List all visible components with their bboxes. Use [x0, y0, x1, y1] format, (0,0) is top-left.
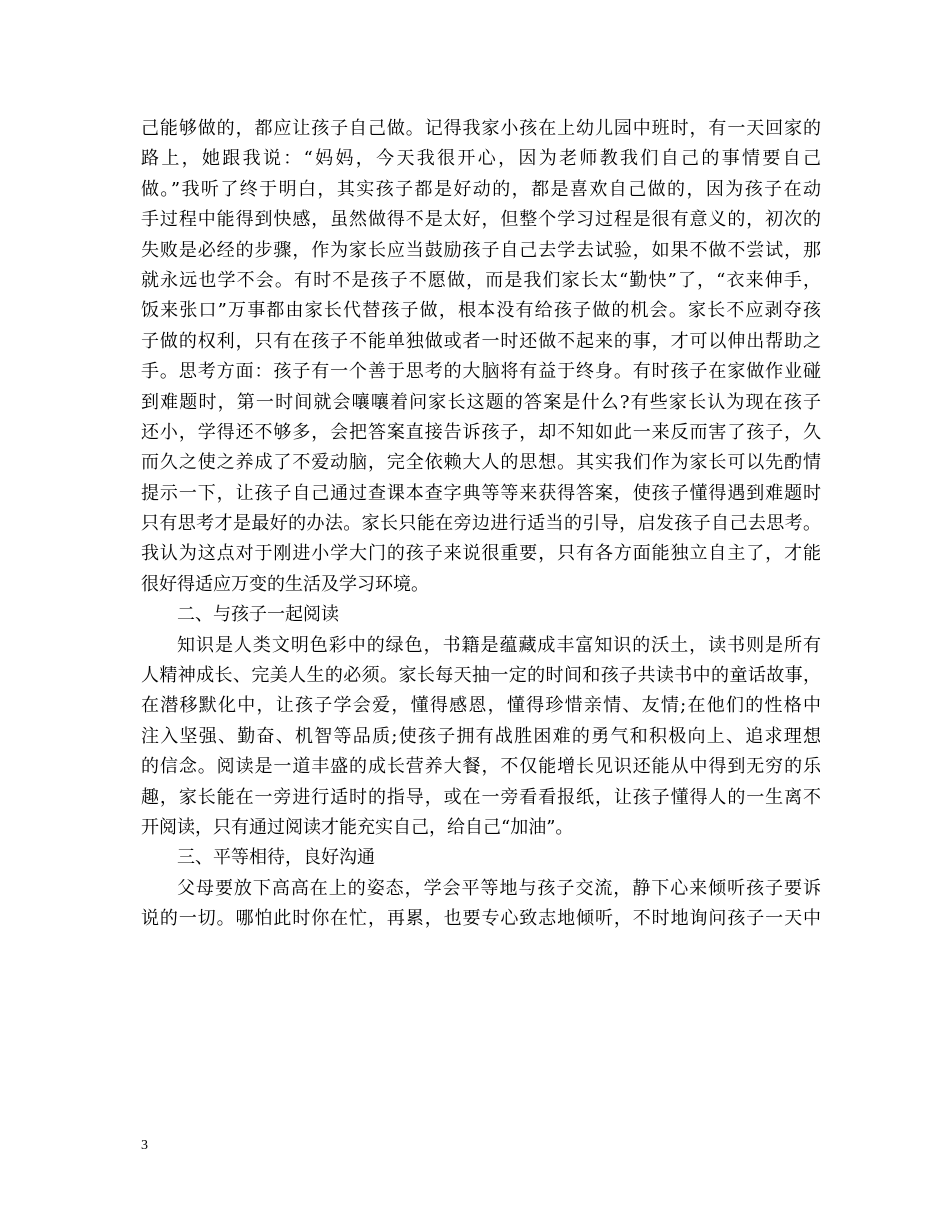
body-line: 只有思考才是最好的办法。家长只能在旁边进行适当的引导，启发孩子自己去思考。	[141, 513, 821, 535]
paragraph-line: 开阅读，只有通过阅读才能充实自己，给自己“加油”。	[141, 816, 574, 838]
section-heading: 三、平等相待，良好沟通	[177, 847, 375, 869]
body-line: 失败是必经的步骤，作为家长应当鼓励孩子自己去学去试验，如果不做不尝试，那	[141, 239, 821, 261]
body-line: 到难题时，第一时间就会嚷嚷着问家长这题的答案是什么?有些家长认为现在孩子	[141, 391, 821, 413]
paragraph-line: 在潜移默化中，让孩子学会爱，懂得感恩，懂得珍惜亲情、友情;在他们的性格中	[141, 695, 821, 717]
paragraph-line: 趣，家长能在一旁进行适时的指导，或在一旁看看报纸，让孩子懂得人的一生离不	[141, 786, 821, 808]
body-line: 还小，学得还不够多，会把答案直接告诉孩子，却不知如此一来反而害了孩子，久	[141, 421, 821, 443]
paragraph-line: 的信念。阅读是一道丰盛的成长营养大餐，不仅能增长见识还能从中得到无穷的乐	[141, 756, 821, 778]
text-body	[141, 114, 821, 935]
paragraph-line: 注入坚强、勤奋、机智等品质;使孩子拥有战胜困难的勇气和积极向上、追求理想	[141, 725, 821, 747]
body-line: 子做的权利，只有在孩子不能单独做或者一时还做不起来的事，才可以伸出帮助之	[141, 330, 821, 352]
body-line: 饭来张口”万事都由家长代替孩子做，根本没有给孩子做的机会。家长不应剥夺孩	[141, 300, 821, 322]
body-line: 就永远也学不会。有时不是孩子不愿做，而是我们家长太“勤快”了，“衣来伸手，	[141, 269, 821, 291]
paragraph-line: 人精神成长、完美人生的必须。家长每天抽一定的时间和孩子共读书中的童话故事，	[141, 665, 821, 687]
body-line: 手。思考方面：孩子有一个善于思考的大脑将有益于终身。有时孩子在家做作业碰	[141, 361, 821, 383]
paragraph-line: 知识是人类文明色彩中的绿色，书籍是蕴藏成丰富知识的沃土，读书则是所有	[177, 634, 821, 656]
body-line: 路上，她跟我说：“妈妈，今天我很开心，因为老师教我们自己的事情要自己	[141, 148, 821, 170]
body-line: 己能够做的，都应让孩子自己做。记得我家小孩在上幼儿园中班时，有一天回家的	[141, 118, 821, 139]
body-line: 而久之使之养成了不爱动脑，完全依赖大人的思想。其实我们作为家长可以先酌情	[141, 452, 821, 474]
paragraph-line: 说的一切。哪怕此时你在忙，再累，也要专心致志地倾听，不时地询问孩子一天中	[141, 908, 821, 930]
body-line: 做。”我听了终于明白，其实孩子都是好动的，都是喜欢自己做的，因为孩子在动	[141, 178, 821, 200]
paragraph-line: 父母要放下高高在上的姿态，学会平等地与孩子交流，静下心来倾听孩子要诉	[177, 877, 821, 899]
section-heading: 二、与孩子一起阅读	[177, 604, 339, 626]
body-line: 我认为这点对于刚进小学大门的孩子来说很重要，只有各方面能独立自主了，才能	[141, 543, 821, 565]
body-line: 很好得适应万变的生活及学习环境。	[141, 573, 429, 595]
body-line: 手过程中能得到快感，虽然做得不是太好，但整个学习过程是很有意义的，初次的	[141, 209, 821, 231]
page-number: 3	[141, 1138, 148, 1153]
body-line: 提示一下，让孩子自己通过查课本查字典等等来获得答案，使孩子懂得遇到难题时	[141, 482, 821, 504]
